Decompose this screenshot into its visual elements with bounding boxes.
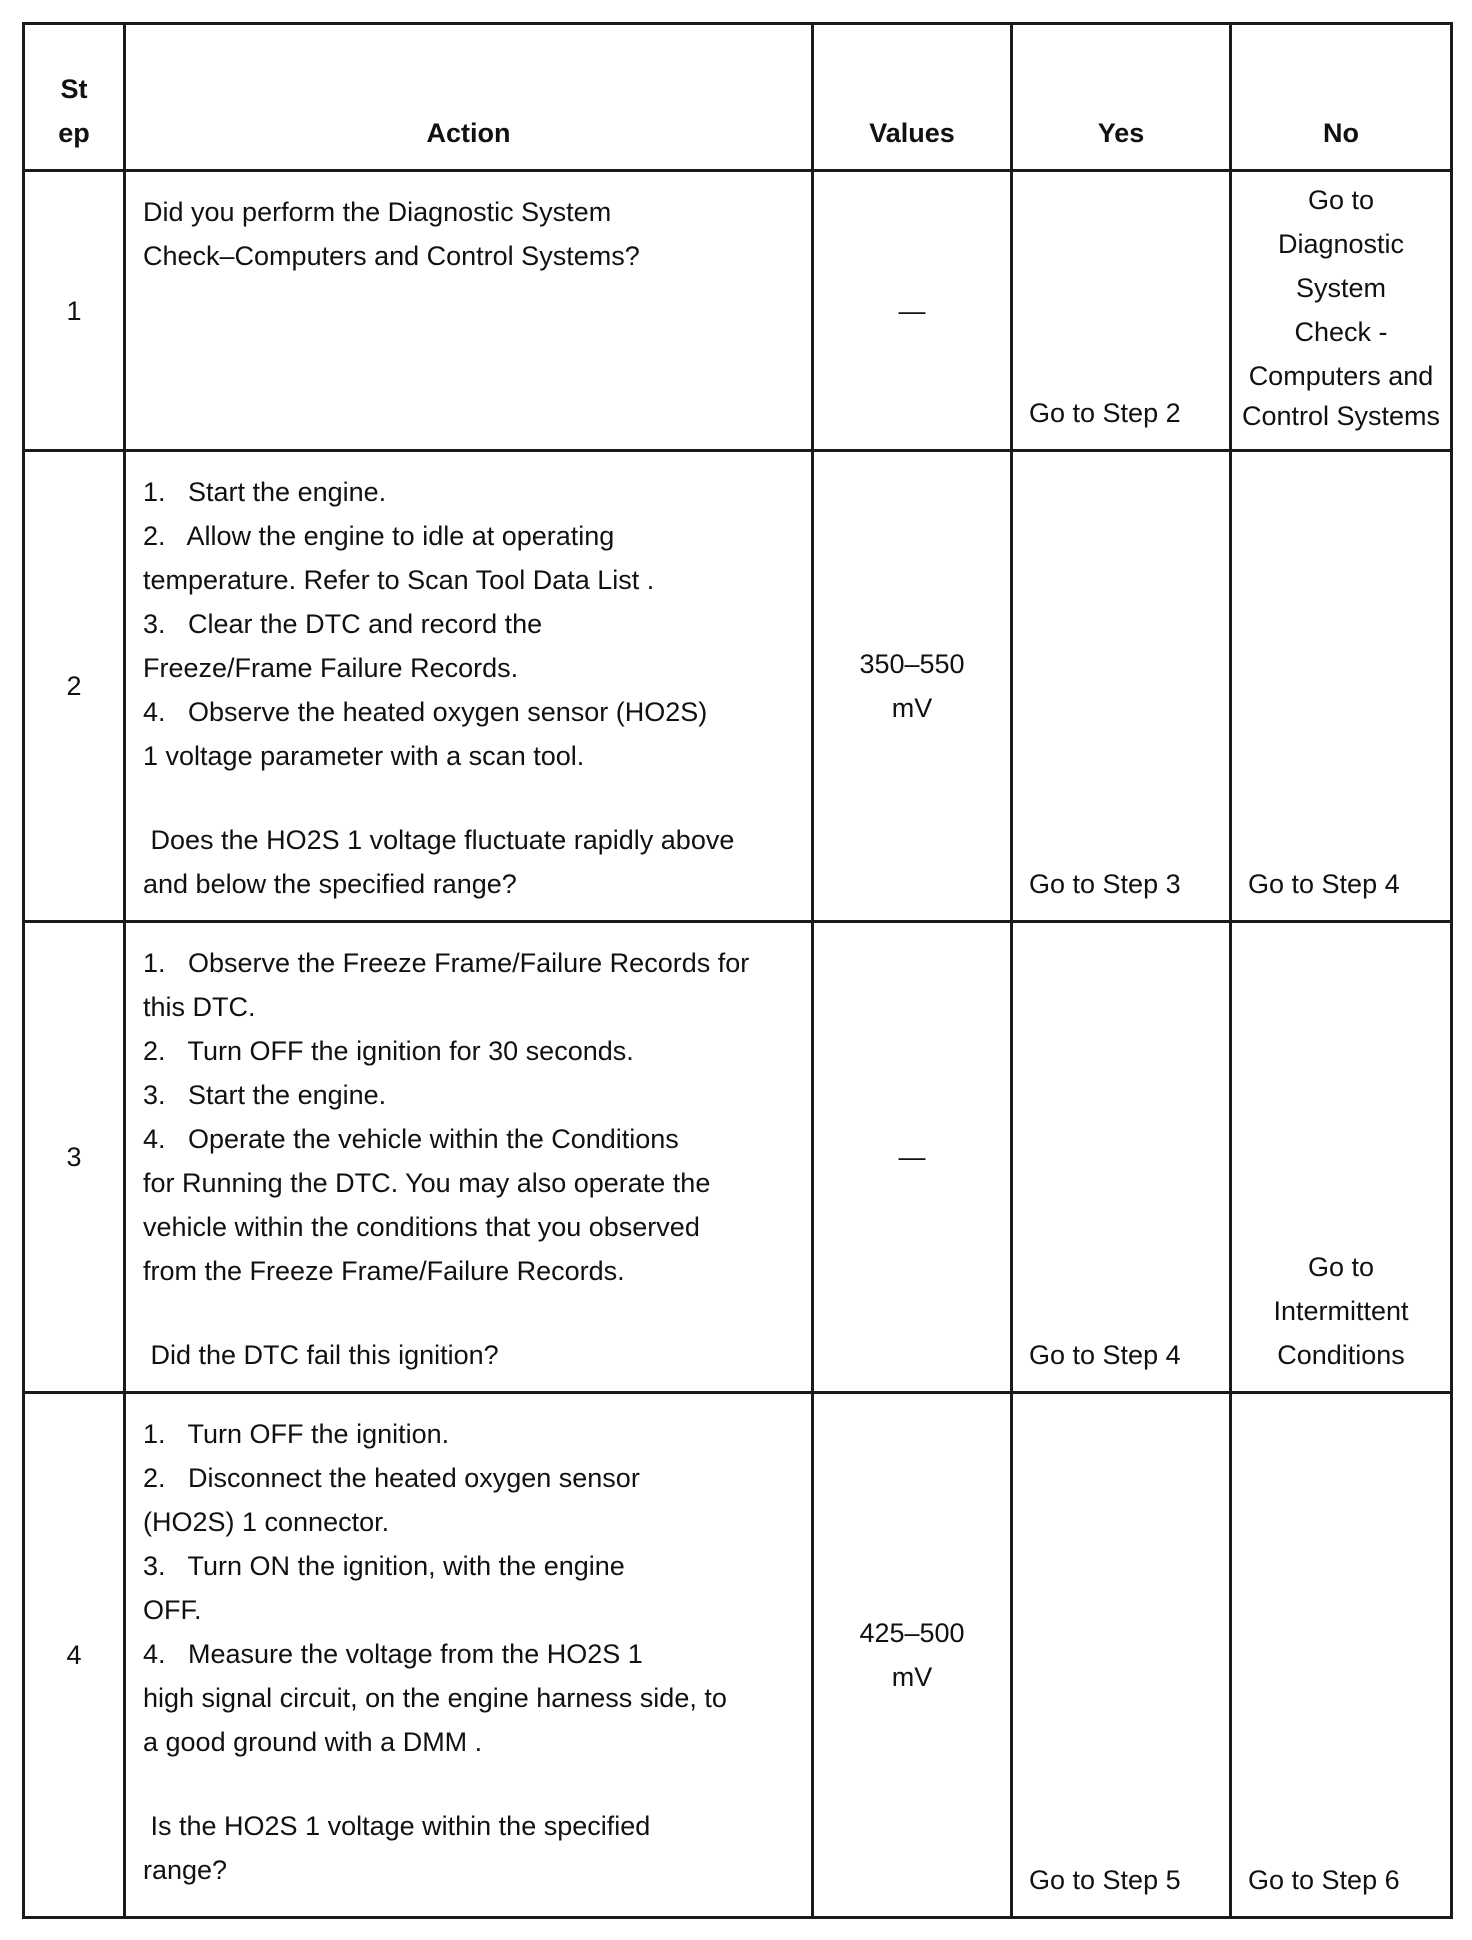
action-line: 4. Observe the heated oxygen sensor (HO2S) <box>143 697 708 727</box>
action-line: 1. Start the engine. <box>143 477 387 507</box>
action-line: for Running the DTC. You may also operate the <box>143 1168 711 1198</box>
action-line: Freeze/Frame Failure Records. <box>143 653 519 683</box>
no-line: Computers and <box>1248 361 1434 391</box>
action-cell <box>125 922 813 1393</box>
step-number: 2 <box>24 451 125 922</box>
action-question: Is the HO2S 1 voltage within the specified <box>143 1811 651 1841</box>
step-number: 3 <box>24 922 125 1393</box>
action-line: 4. Operate the vehicle within the Conditions <box>143 1124 679 1154</box>
no-line: Go to <box>1307 1252 1375 1282</box>
no-line: Control Systems <box>1241 401 1441 431</box>
no-line: Check - <box>1294 317 1388 347</box>
table-row <box>24 451 1452 922</box>
action-line: 2. Allow the engine to idle at operating <box>143 521 615 551</box>
values-cell <box>813 1393 1012 1918</box>
value-text: 350–550 <box>859 649 965 679</box>
action-question: range? <box>143 1855 228 1885</box>
header-yes: Yes <box>1012 24 1231 171</box>
action-line: vehicle within the conditions that you observed <box>143 1212 700 1242</box>
header-step-line1: St <box>60 74 88 104</box>
action-line: 2. Turn OFF the ignition for 30 seconds. <box>143 1036 634 1066</box>
yes-cell: Go to Step 3 <box>1012 451 1231 922</box>
no-line: Go to Step 6 <box>1248 1865 1400 1895</box>
action-line: 3. Start the engine. <box>143 1080 387 1110</box>
action-line: Check–Computers and Control Systems? <box>143 241 640 271</box>
no-line: Diagnostic <box>1277 229 1405 259</box>
step-number: 1 <box>24 171 125 451</box>
action-line: 1. Turn OFF the ignition. <box>143 1419 450 1449</box>
action-line: (HO2S) 1 connector. <box>143 1507 390 1537</box>
yes-cell: Go to Step 2 <box>1012 171 1231 451</box>
action-line: 4. Measure the voltage from the HO2S 1 <box>143 1639 643 1669</box>
action-line: from the Freeze Frame/Failure Records. <box>143 1256 625 1286</box>
no-cell <box>1231 171 1452 451</box>
diagnostic-table <box>22 22 1453 1919</box>
action-question: Does the HO2S 1 voltage fluctuate rapidly above <box>143 825 735 855</box>
no-line: System <box>1295 273 1387 303</box>
header-row <box>24 24 1452 171</box>
step-number: 4 <box>24 1393 125 1918</box>
no-cell <box>1231 451 1452 922</box>
value-text: — <box>898 295 926 326</box>
value-unit: mV <box>891 693 933 723</box>
action-line: temperature. Refer to Scan Tool Data List . <box>143 565 655 595</box>
values-cell <box>813 922 1012 1393</box>
action-line: this DTC. <box>143 992 256 1022</box>
no-line: Conditions <box>1277 1340 1405 1370</box>
header-values: Values <box>813 24 1012 171</box>
yes-cell: Go to Step 4 <box>1012 922 1231 1393</box>
no-cell <box>1231 922 1452 1393</box>
action-line: OFF. <box>143 1595 202 1625</box>
header-step <box>24 24 125 171</box>
action-question: Did the DTC fail this ignition? <box>143 1340 499 1370</box>
table-row <box>24 1393 1452 1918</box>
values-cell <box>813 451 1012 922</box>
no-line: Go to Step 4 <box>1248 869 1400 899</box>
action-line: a good ground with a DMM . <box>143 1727 483 1757</box>
action-cell <box>125 171 813 451</box>
value-unit: mV <box>891 1662 933 1692</box>
no-line: Go to <box>1307 185 1375 215</box>
value-text: — <box>898 1142 926 1172</box>
action-line: Did you perform the Diagnostic System <box>143 197 612 227</box>
action-line: 1 voltage parameter with a scan tool. <box>143 741 585 771</box>
value-text: 425–500 <box>859 1618 965 1648</box>
action-cell <box>125 1393 813 1918</box>
yes-cell: Go to Step 5 <box>1012 1393 1231 1918</box>
no-cell <box>1231 1393 1452 1918</box>
values-cell <box>813 171 1012 451</box>
header-no: No <box>1231 24 1452 171</box>
header-step-line2: ep <box>58 118 90 148</box>
table-row <box>24 171 1452 451</box>
header-action: Action <box>125 24 813 171</box>
action-line: high signal circuit, on the engine harness side, to <box>143 1683 727 1713</box>
action-cell <box>125 451 813 922</box>
action-line: 3. Turn ON the ignition, with the engine <box>143 1551 625 1581</box>
action-line: 3. Clear the DTC and record the <box>143 609 543 639</box>
action-question: and below the specified range? <box>143 869 517 899</box>
action-line: 2. Disconnect the heated oxygen sensor <box>143 1463 640 1493</box>
table-row <box>24 922 1452 1393</box>
action-line: 1. Observe the Freeze Frame/Failure Records for <box>143 948 750 978</box>
no-line: Intermittent <box>1273 1296 1409 1326</box>
